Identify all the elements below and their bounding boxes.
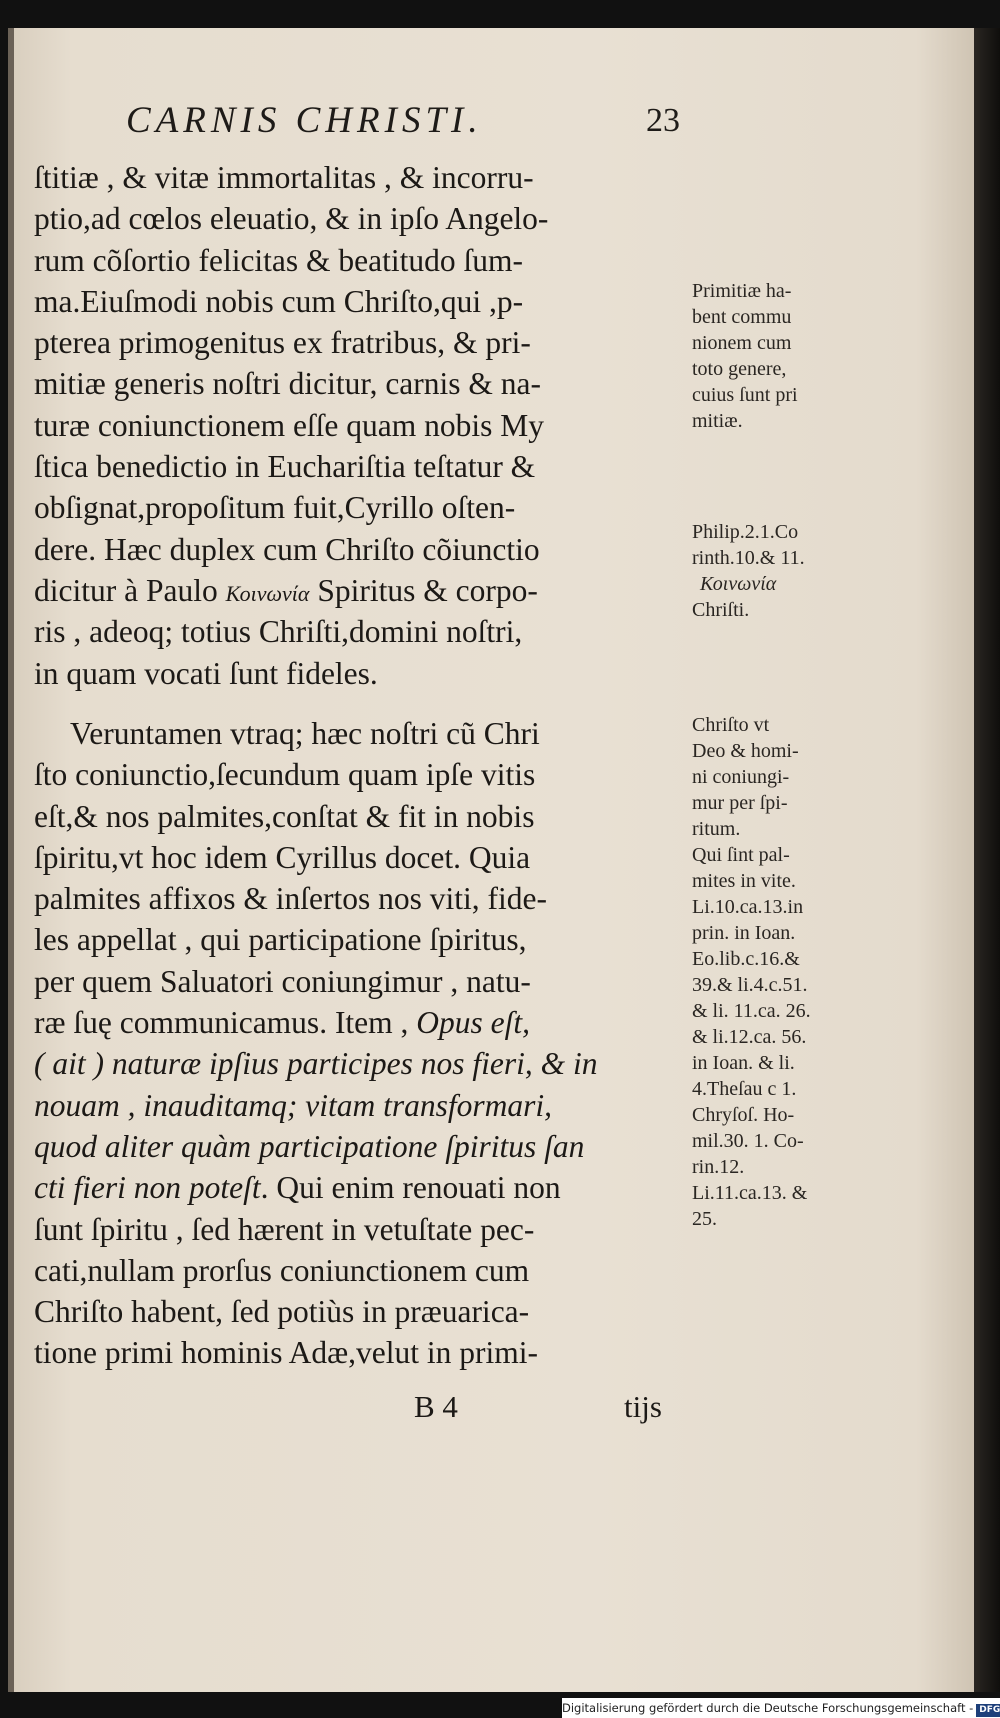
catchword: tijs [624, 1389, 662, 1424]
text-segment: dicitur à Paulo [34, 572, 226, 608]
margin-line: Primitiæ ha- [692, 280, 792, 302]
greek-word: Κοινωνία [225, 580, 310, 606]
text-line: ptio,ad cœlos eleuatio, & in ipſo Angelo- [34, 201, 549, 237]
margin-line: Chryſoſ. Ho- [692, 1104, 795, 1126]
margin-line: bent commu [692, 306, 792, 328]
text-line: rum cõſortio felicitas & beatitudo ſum- [34, 242, 524, 278]
text-line: per quem Saluatori coniungimur , natu- [34, 963, 531, 999]
running-title: CARNIS CHRISTI. [126, 100, 483, 141]
margin-line: rin.12. [692, 1156, 745, 1178]
text-line: ſpiritu,vt hoc idem Cyrillus docet. Quia [34, 839, 531, 875]
margin-line: mitiæ. [692, 410, 743, 432]
text-segment: . Qui enim renouati non [260, 1170, 561, 1206]
margin-line: prin. in Ioan. [692, 922, 796, 944]
margin-line: cuius ſunt pri [692, 384, 798, 406]
margin-line: mil.30. 1. Co- [692, 1130, 804, 1152]
margin-line: Chriſti. [692, 599, 750, 621]
margin-line: ritum. [692, 818, 741, 840]
marginal-note-primitiae [692, 278, 862, 434]
text-line: tione primi hominis Adæ,velut in primi- [34, 1335, 538, 1371]
text-line [34, 1167, 684, 1208]
text-line: ſunt ſpiritu , ſed hærent in vetuſtate pec- [34, 1211, 535, 1247]
margin-line: toto genere, [692, 358, 787, 380]
text-line: ma.Eiuſmodi nobis cum Chriſto,qui ,p- [34, 283, 524, 319]
margin-line: 25. [692, 1208, 717, 1230]
text-line: in quam vocati ſunt fideles. [34, 655, 378, 691]
paragraph-2 [34, 713, 684, 1374]
signature-mark: B 4 [414, 1389, 458, 1424]
margin-line: Philip.2.1.Co [692, 521, 799, 543]
text-line: ſto coniunctio,ſecundum quam ipſe vitis [34, 757, 536, 793]
paragraph-1 [34, 157, 684, 694]
margin-line: ni coniungi- [692, 766, 790, 788]
marginal-note-references [692, 519, 862, 623]
text-line: ſtica benedictio in Euchariſtia teſtatur & [34, 449, 536, 485]
page-edge [974, 28, 1000, 1692]
text-line: Chriſto habent, ſed potiùs in præuarica- [34, 1294, 530, 1330]
margin-line: rinth.10.& 11. [692, 547, 805, 569]
text-line: Veruntamen vtraq; hæc noſtri cũ Chri [70, 716, 540, 751]
italic-segment: cti fieri non poteſt [34, 1170, 261, 1206]
margin-greek: Κοινωνία [700, 573, 777, 595]
italic-segment: Opus eſt, [408, 1005, 531, 1041]
margin-line: & li.12.ca. 56. [692, 1026, 807, 1048]
dfg-logo: DFG [976, 1704, 1000, 1717]
page-footer [34, 1386, 684, 1428]
text-line [34, 570, 684, 611]
margin-line: mur per ſpi- [692, 792, 788, 814]
italic-line: quod aliter quàm participatione ſpiritus ſan [34, 1128, 585, 1164]
digitization-credit [562, 1698, 1000, 1718]
margin-line: & li. 11.ca. 26. [692, 1000, 811, 1022]
text-line: obſignat,propoſitum fuit,Cyrillo oſten- [34, 490, 516, 526]
italic-line: ( ait ) naturæ ipſius participes nos fieri, & in [34, 1046, 598, 1082]
credit-text: Digitalisierung gefördert durch die Deutsche Forschungsgemeinschaft - [562, 1701, 974, 1715]
marginal-note-coniunctio [692, 712, 862, 1232]
text-line: turæ coniunctionem eſſe quam nobis My [34, 407, 545, 443]
running-header [126, 98, 686, 144]
margin-line: mites in vite. [692, 870, 796, 892]
text-segment: Spiritus & corpo- [309, 572, 538, 608]
margin-line: in Ioan. & li. [692, 1052, 795, 1074]
italic-line: nouam , inauditamq; vitam transformari, [34, 1087, 553, 1123]
margin-line: Qui ſint pal- [692, 844, 790, 866]
margin-line: 4.Theſau c 1. [692, 1078, 797, 1100]
text-line: palmites affixos & inſertos nos viti, fide- [34, 881, 547, 917]
margin-line: Chriſto vt [692, 714, 770, 736]
text-line: eſt,& nos palmites,conſtat & fit in nobis [34, 798, 535, 834]
text-line: mitiæ generis noſtri dicitur, carnis & na- [34, 366, 541, 402]
margin-line: Li.10.ca.13.in [692, 896, 804, 918]
text-line: ris , adeoq; totius Chriſti,domini noſtri, [34, 614, 523, 650]
margin-line: nionem cum [692, 332, 792, 354]
page-number: 23 [646, 102, 680, 139]
text-line: pterea primogenitus ex fratribus, & pri- [34, 325, 531, 361]
text-line: cati,nullam prorſus coniunctionem cum [34, 1252, 530, 1288]
text-line [34, 1002, 684, 1043]
margin-line: Li.11.ca.13. & [692, 1182, 808, 1204]
margin-line: 39.& li.4.c.51. [692, 974, 808, 996]
text-line: dere. Hæc duplex cum Chriſto cõiunctio [34, 531, 540, 567]
text-line: ſtitiæ , & vitæ immortalitas , & incorru- [34, 160, 534, 195]
text-segment: ræ ſuę communicamus. Item , [34, 1005, 409, 1041]
margin-line: Deo & homi- [692, 740, 799, 762]
text-line: les appellat , qui participatione ſpiritus, [34, 922, 527, 958]
margin-line: Eo.lib.c.16.& [692, 948, 800, 970]
